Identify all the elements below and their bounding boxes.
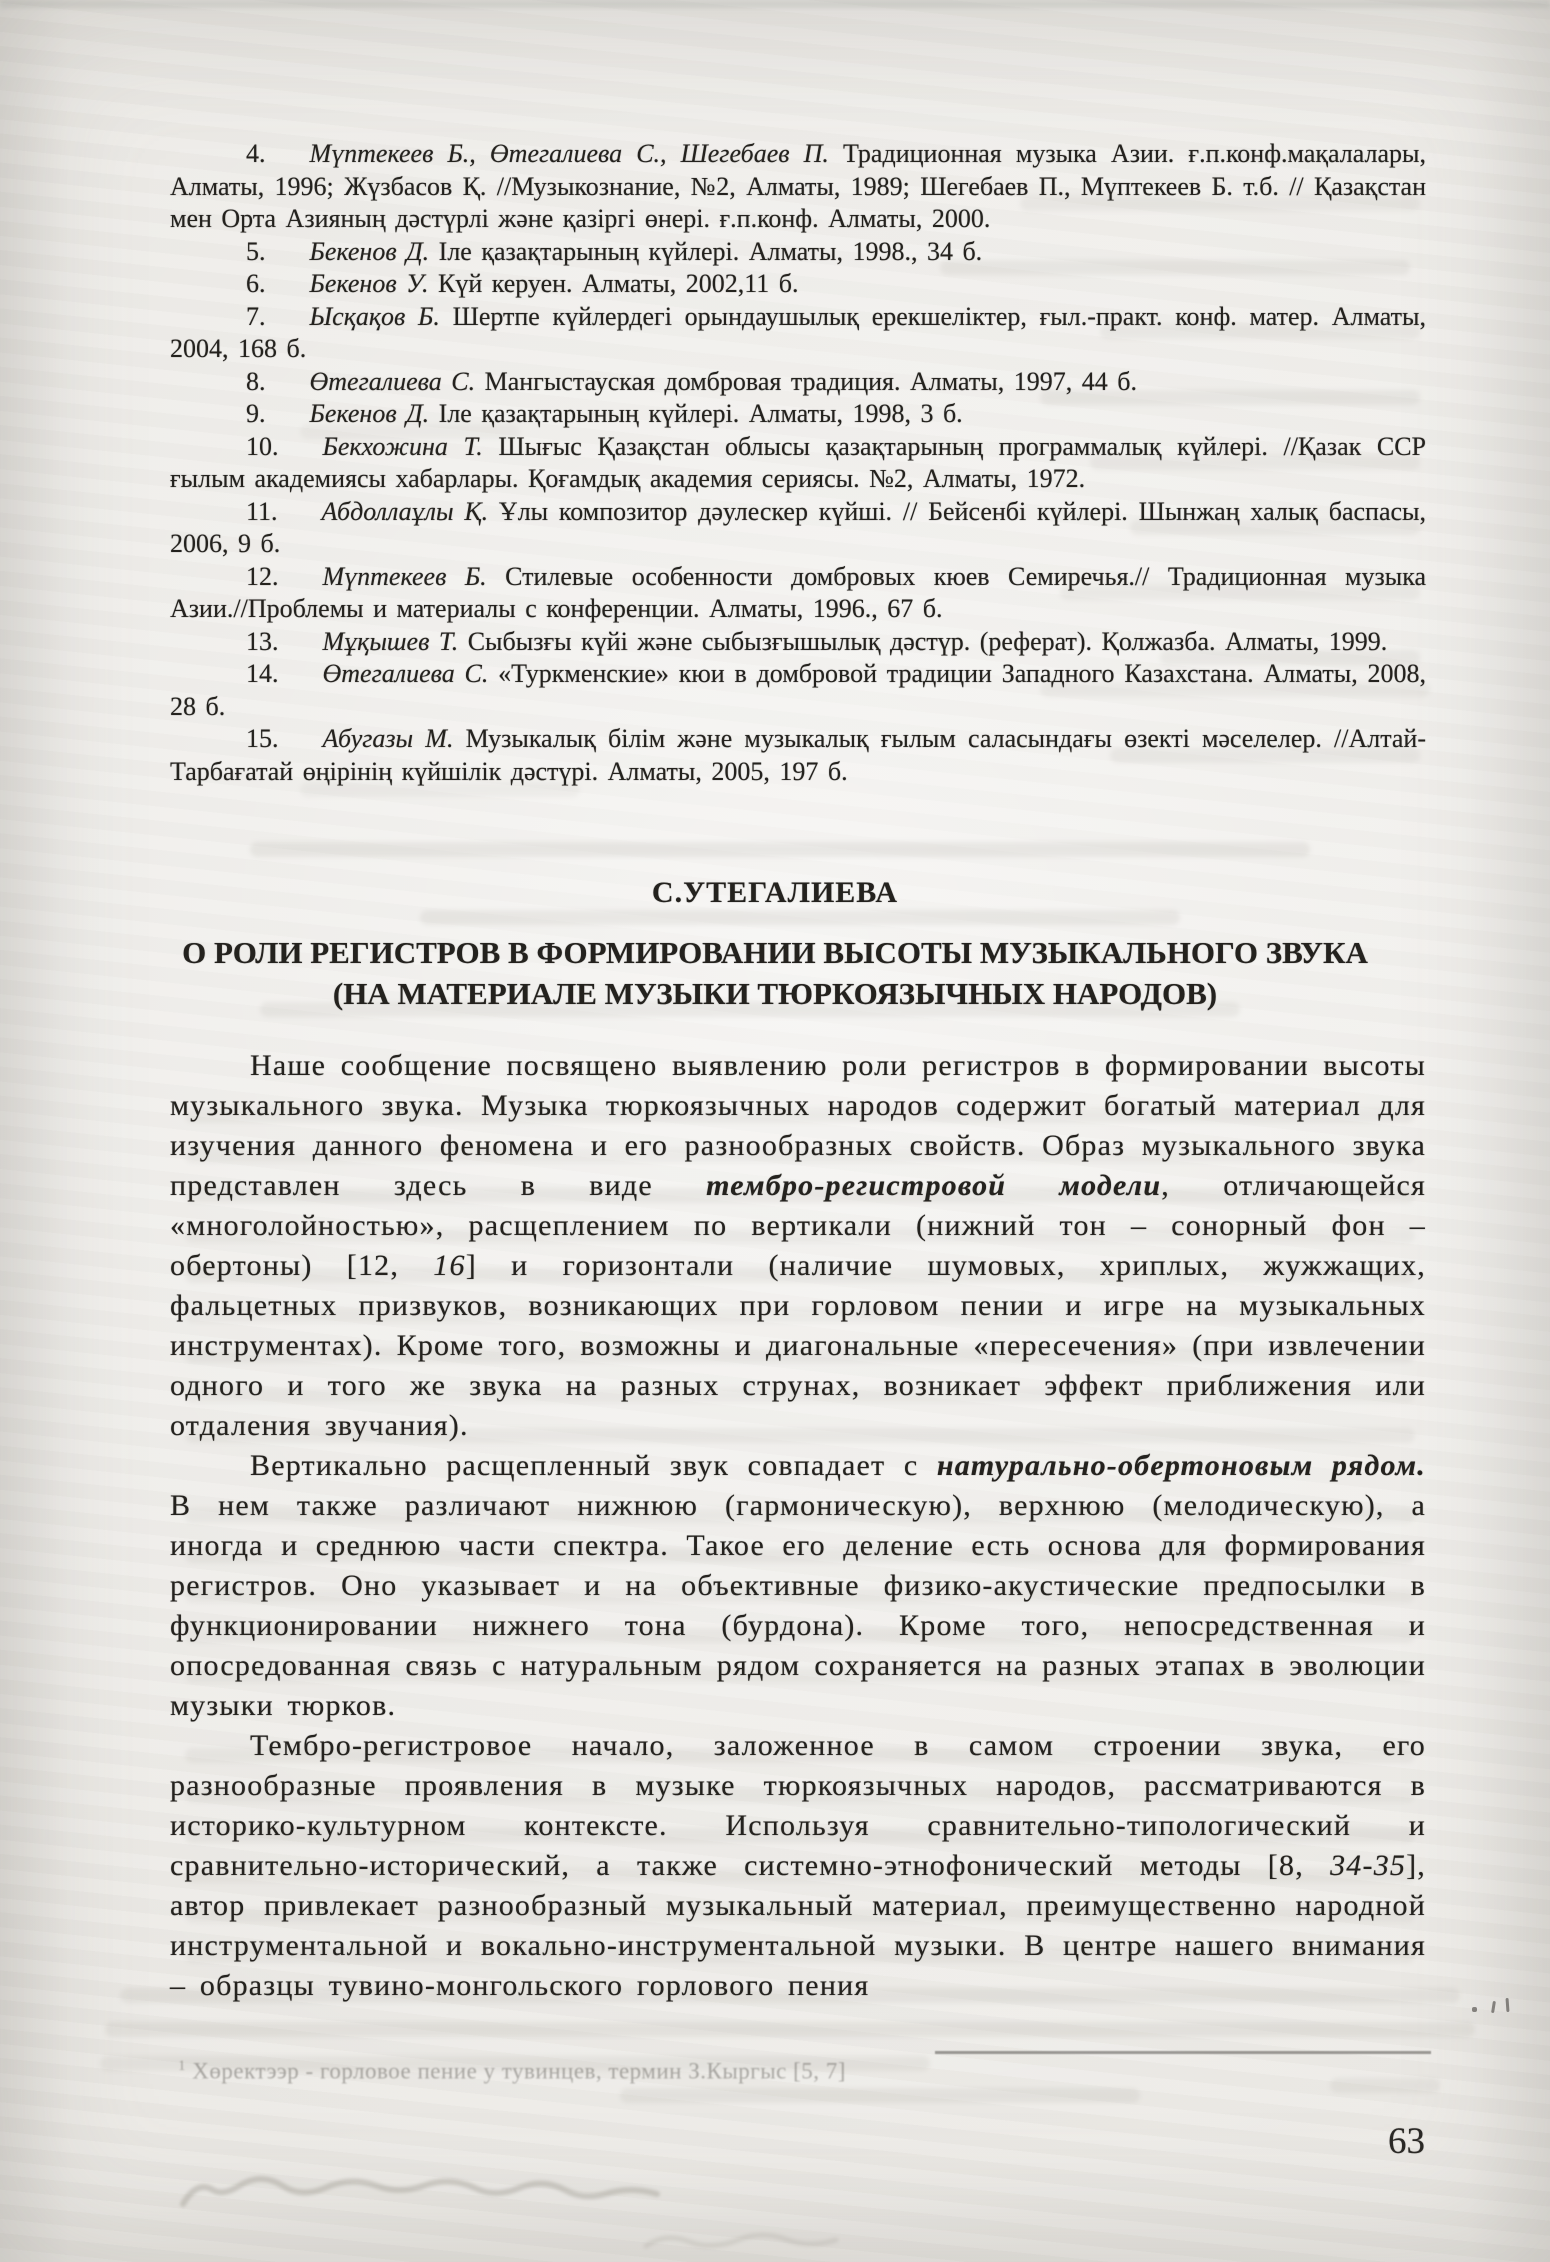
paragraph-text: 34-35: [1330, 1849, 1407, 1882]
footnote-marker: 1: [178, 2058, 186, 2074]
paragraph-text: тембро-регистровой модели: [706, 1169, 1162, 1202]
paragraph-text: 16: [433, 1249, 466, 1282]
reference-item: [170, 561, 1426, 626]
scan-top-edge-shadow: [0, 0, 1550, 8]
reference-text: Іле қазақтарының күйлері. Алматы, 1998, 3 б.: [429, 399, 963, 428]
reference-text: Бекенов Д.: [309, 236, 430, 266]
reference-item: [170, 658, 1426, 723]
reference-text: Күй керуен. Алматы, 2002,11 б.: [428, 269, 799, 298]
bleed-through-line: [620, 2088, 1140, 2103]
reference-text: Іле қазақтарының күйлері. Алматы, 1998., 34 б.: [429, 236, 983, 266]
reference-text: Сыбызғы күйі және сыбызғышылық дәстүр. (реферат). Қолжазба. Алматы, 1999.: [458, 626, 1388, 656]
page-number: 63: [1388, 2121, 1425, 2162]
paragraph-text: Тембро-регистровое начало, заложенное в самом строении звука, его разнообразные проявления в музыке тюркоязычных народов, рассматриваются в историко-культурном контексте. Используя сравнительно-типологический и сравнительно-исторический, а также системно-этнофонический методы [8,: [170, 1729, 1426, 1882]
reference-text: Мангыстауская домбровая традиция. Алматы, 1997, 44 б.: [475, 366, 1137, 396]
reference-number: 4.: [246, 139, 266, 168]
reference-number: 5.: [246, 236, 266, 266]
reference-item: [170, 431, 1426, 496]
reference-text: Мүптекеев Б., Өтегалиева С., Шегебаев П.: [309, 139, 829, 168]
paragraph-text: Наше сообщение посвящено выявлению роли регистров в формировании высоты музыкального звука. Музыка тюркоязычных народов содержит богатый материал для изучения данного феномена и его разнообразных свойств. Образ музыкального звука представлен здесь в виде: [170, 1049, 1426, 1202]
reference-number: 7.: [246, 301, 266, 331]
footnote-text: Хөректээр - горловое пение у тувинцев, термин З.Кыргыс [5, 7]: [192, 2058, 846, 2084]
paragraph-text: ], автор привлекает разнообразный музыкальный материал, преимущественно народной инструментальной и вокально-инструментальной музыки. В центре нашего внимания – образцы тувино-монгольского горлового пения: [170, 1849, 1426, 2002]
scan-speck: [1472, 2007, 1477, 2012]
bleed-through-line: [1330, 2078, 1440, 2093]
footnote: [178, 2058, 1078, 2085]
reference-text: Өтегалиева С.: [322, 659, 489, 688]
paragraph-text: , отличающейся «многолойностью», расщеплением по вертикали (нижний тон – сонорный фон – обертоны) [12,: [170, 1169, 1426, 1282]
reference-number: 14.: [246, 659, 279, 688]
reference-text: Мұқышев Т.: [322, 626, 459, 656]
article-title: [147, 932, 1403, 1014]
article-body: [170, 1046, 1426, 2006]
reference-number: 6.: [246, 269, 266, 298]
reference-item: [170, 496, 1426, 561]
reference-item: [170, 626, 1426, 659]
paragraph-text: ] и горизонтали (наличие шумовых, хриплых, жужжащих, фальцетных призвуков, возникающих при горловом пении и игре на музыкальных инструментах). Кроме того, возможны и диагональные «пересечения» (при извлечении одного и того же звука на разных струнах, возникает эффект приближения или отдаления звучания).: [170, 1249, 1426, 1442]
scan-speck: [1506, 1998, 1510, 2012]
body-paragraph: [170, 1046, 1426, 1446]
pencil-squiggle-artifact: [175, 2158, 675, 2228]
bleed-through-line: [420, 910, 1180, 925]
reference-text: Ысқақов Б.: [309, 301, 440, 331]
reference-text: Абугазы М.: [322, 724, 454, 753]
reference-text: Ұлы композитор дәулескер күйші. // Бейсенбі күйлері. Шынжаң халық баспасы, 2006, 9 б.: [170, 496, 1426, 558]
reference-number: 12.: [246, 561, 279, 591]
reference-item: [170, 138, 1426, 236]
reference-text: Абдоллаұлы Қ.: [321, 496, 489, 526]
scan-speck: [1491, 2001, 1496, 2013]
paragraph-text: натурально-обертоновым рядом.: [936, 1449, 1426, 1482]
reference-text: Өтегалиева С.: [309, 366, 476, 396]
reference-number: 9.: [246, 399, 266, 428]
paragraph-text: В нем также различают нижнюю (гармоническую), верхнюю (мелодическую), а иногда и среднюю части спектра. Такое его деление есть основа для формирования регистров. Оно указывает и на объективные физико-акустические предпосылки в функционировании нижнего тона (бурдона). Кроме того, непосредственная и опосредованная связь с натуральным рядом сохраняется на разных этапах в эволюции музыки тюрков.: [170, 1489, 1426, 1722]
reference-item: [170, 723, 1426, 788]
reference-text: «Туркменские» кюи в домбровой традиции Западного Казахстана. Алматы, 2008, 28 б.: [170, 659, 1426, 721]
reference-text: Мүптекеев Б.: [322, 561, 487, 591]
body-paragraph: [170, 1726, 1426, 2006]
article-title-line1: О РОЛИ РЕГИСТРОВ В ФОРМИРОВАНИИ ВЫСОТЫ МУЗЫКАЛЬНОГО ЗВУКА: [182, 935, 1368, 970]
reference-item: [170, 268, 1426, 301]
body-paragraph: [170, 1446, 1426, 1726]
article-title-line2: (НА МАТЕРИАЛЕ МУЗЫКИ ТЮРКОЯЗЫЧНЫХ НАРОДОВ): [332, 976, 1218, 1011]
reference-item: [170, 366, 1426, 399]
reference-item: [170, 301, 1426, 366]
reference-item: [170, 398, 1426, 431]
bleed-through-line: [105, 2022, 1475, 2037]
article-author: С.УТЕГАЛИЕВА: [651, 876, 899, 909]
reference-text: Бекхожина Т.: [322, 431, 483, 461]
reference-number: 13.: [246, 626, 279, 656]
reference-number: 11.: [246, 496, 278, 526]
pencil-mark-artifact: [640, 2226, 860, 2262]
reference-number: 15.: [246, 724, 279, 753]
reference-text: Музыкалық білім және музыкалық ғылым саласындағы өзекті мәселелер. //Алтай-Тарбағатай өңірінің күйшілік дәстүрі. Алматы, 2005, 197 б.: [170, 724, 1426, 786]
reference-text: Бекенов У.: [309, 269, 429, 298]
references-list: [170, 138, 1426, 788]
paragraph-text: Вертикально расщепленный звук совпадает с: [250, 1449, 937, 1482]
reference-number: 10.: [246, 431, 279, 461]
reference-number: 8.: [246, 366, 266, 396]
reference-text: Шертпе күйлердегі орындаушылық ерекшеліктер, ғыл.-практ. конф. матер. Алматы, 2004, 168 б.: [170, 301, 1426, 363]
reference-text: Шығыс Қазақстан облысы қазақтарының программалық күйлері. //Қазак ССР ғылым академиясы хабарлары. Қоғамдық академия сериясы. №2, Алматы, 1972.: [170, 431, 1426, 493]
bleed-through-line: [250, 842, 1310, 857]
reference-text: Бекенов Д.: [309, 399, 430, 428]
reference-text: Традиционная музыка Азии. ғ.п.конф.мақалалары, Алматы, 1996; Жүзбасов Қ. //Музыкознание, №2, Алматы, 1989; Шегебаев П., Мүптекеев Б. т.б. // Қазақстан мен Орта Азияның дәстүрлі және қазіргі өнері. ғ.п.конф. Алматы, 2000.: [170, 139, 1427, 233]
reference-text: Стилевые особенности домбровых кюев Семиречья.// Традиционная музыка Азии.//Проблемы и материалы с конференции. Алматы, 1996., 67 б.: [170, 561, 1426, 623]
footnote-separator-rule: [935, 2051, 1431, 2054]
reference-item: [170, 236, 1426, 269]
